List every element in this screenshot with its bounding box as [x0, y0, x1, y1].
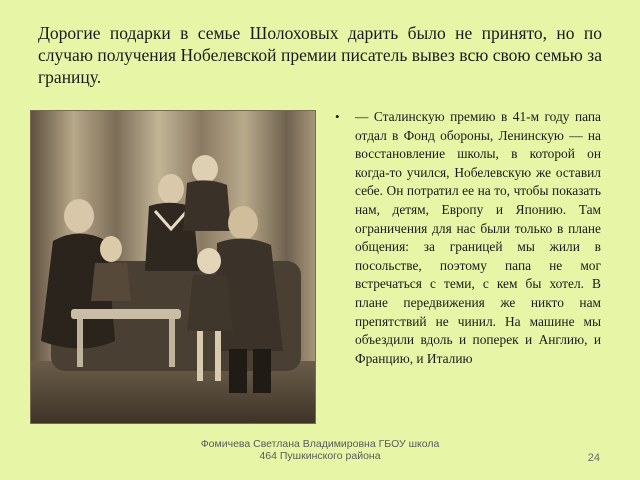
bullet-marker: •	[335, 109, 340, 124]
bullet-item	[333, 108, 601, 368]
family-photo-image	[31, 111, 315, 423]
bullet-text: — Сталинскую премию в 41-м году папа отдал в Фонд обороны, Ленинскую — на восстановление школы, в которой он когда-то учился, Нобелевскую же оставил себе. Он потратил ее на то, чтобы показать нам, детям, Европу и Японию. Там ограничения для нас были только в плане общения: за границей мы жили в посольстве, поэтому папа не мог встречаться с теми, с кем бы хотел. В плане передвижения же никто нам препятствий не чинил. На машине мы объездили вдоль и поперек и Англию, и Францию, и Италию	[355, 109, 601, 366]
slide-title: Дорогие подарки в семье Шолоховых дарить было не принято, но по случаю получения Нобелевской премии писатель вывез всю свою семью за границу.	[38, 23, 602, 87]
page-number: 24	[587, 452, 600, 464]
footer-author: Фомичева Светлана Владимировна ГБОУ школа 464 Пушкинского района	[200, 438, 440, 462]
family-photo	[30, 110, 316, 424]
bullet-list	[333, 108, 601, 368]
